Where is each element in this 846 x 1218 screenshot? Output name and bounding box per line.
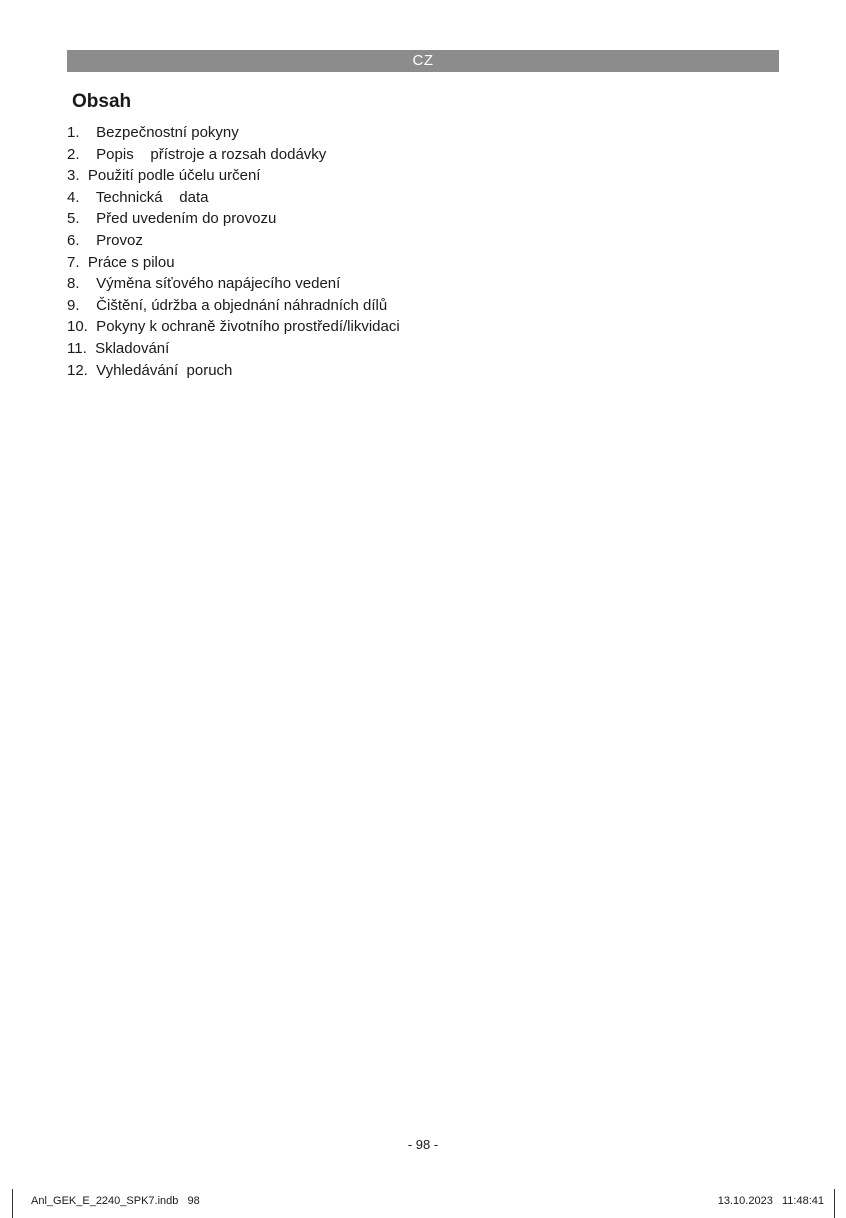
toc-item: 2. Popis přístroje a rozsah dodávky <box>67 145 327 163</box>
language-code: CZ <box>412 52 434 69</box>
footer-filename: Anl_GEK_E_2240_SPK7.indb 98 <box>31 1195 200 1207</box>
toc-item: 11. Skladování <box>67 339 170 357</box>
page-title: Obsah <box>72 91 132 112</box>
toc-item: 8. Výměna síťového napájecího vedení <box>67 275 341 293</box>
footer-timestamp: 13.10.2023 11:48:41 <box>717 1195 824 1207</box>
toc-item: 5. Před uvedením do provozu <box>67 210 277 228</box>
toc-item: 3. Použití podle účelu určení <box>67 167 261 185</box>
crop-mark-left <box>12 1189 13 1218</box>
page-number: - 98 - <box>407 1137 439 1152</box>
toc-item: 12. Vyhledávání poruch <box>67 361 233 379</box>
table-of-contents <box>67 122 400 381</box>
crop-mark-right <box>834 1189 835 1218</box>
toc-item: 9. Čištění, údržba a objednání náhradních dílů <box>67 296 388 314</box>
toc-item: 10. Pokyny k ochraně životního prostředí/likvidaci <box>67 318 400 336</box>
toc-item: 6. Provoz <box>67 231 143 249</box>
toc-item: 4. Technická data <box>67 188 209 206</box>
toc-item: 7. Práce s pilou <box>67 253 175 271</box>
toc-item: 1. Bezpečnostní pokyny <box>67 124 239 141</box>
language-header-bar <box>67 50 779 72</box>
